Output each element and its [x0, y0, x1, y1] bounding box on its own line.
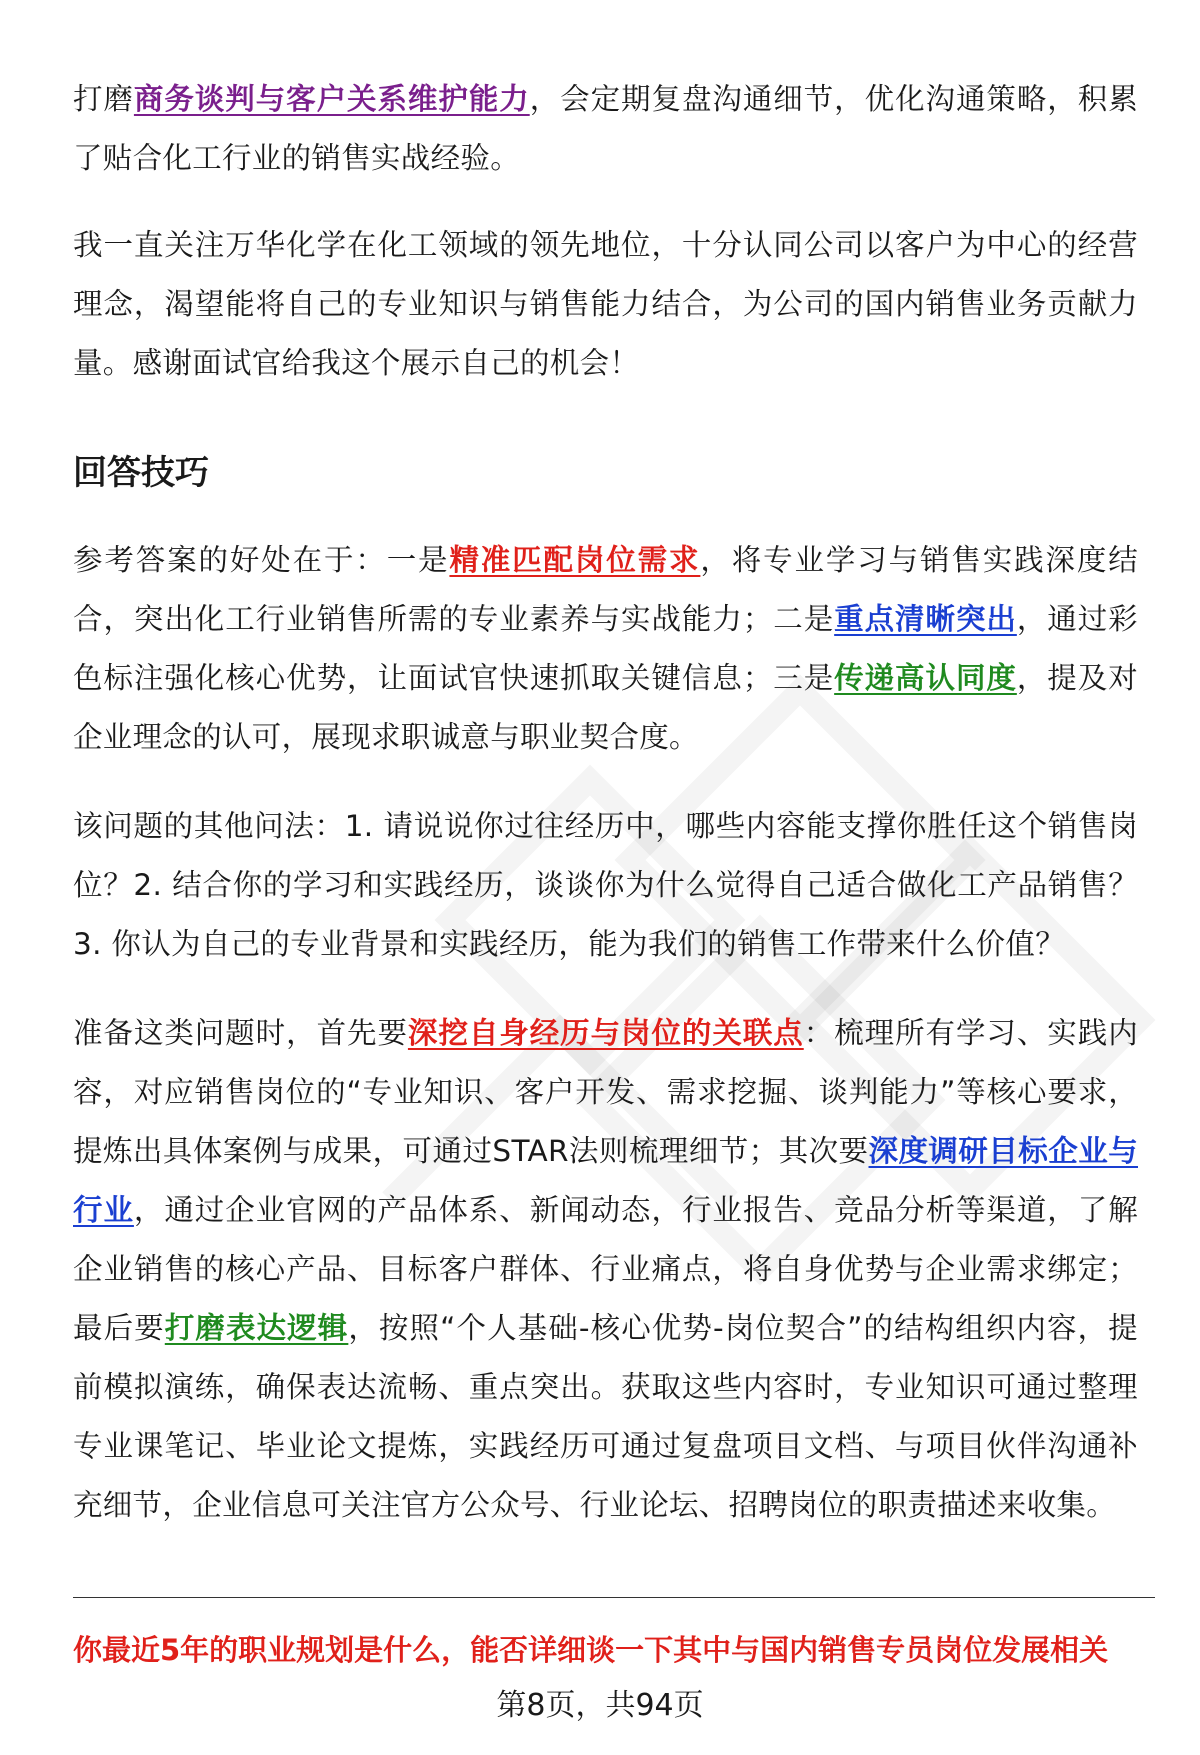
prep-text-3: ，通过企业官网的产品体系、新闻动态，行业报告、竞品分析等渠道，了解企业销售的核心产品、目标客户群体、行业痛点，将自身优势与企业需求绑定；最后要: [73, 1193, 1138, 1345]
tips-highlight-1: 精准匹配岗位需求: [449, 543, 701, 577]
section-heading: 回答技巧: [73, 453, 209, 493]
intro-1-highlight: 商务谈判与客户关系维护能力: [133, 82, 530, 116]
tips-text-3: ，通过彩色标注强化核心优势，让面试官快速抓取关键信息；三是: [73, 602, 1138, 695]
tips-highlight-3: 传递高认同度: [834, 661, 1017, 695]
intro-1-text-start: 打磨: [73, 82, 134, 116]
prep-highlight-3: 打磨表达逻辑: [164, 1311, 349, 1345]
intro-1-text-end: ，会定期复盘沟通细节，优化沟通策略，积累了贴合化工行业的销售实战经验。: [73, 82, 1138, 175]
document-body: [73, 70, 1138, 1535]
page-number: 第8页，共94页: [496, 1688, 704, 1723]
prep-paragraph: [73, 1004, 1138, 1535]
tips-highlight-2: 重点清晰突出: [834, 602, 1017, 636]
intro-paragraph-2: 我一直关注万华化学在化工领域的领先地位，十分认同公司以客户为中心的经营理念，渴望能将自己的专业知识与销售能力结合，为公司的国内销售业务贡献力量。感谢面试官给我这个展示自己的机会！: [73, 228, 1138, 380]
tips-paragraph: [73, 531, 1138, 767]
intro-paragraph-1: [73, 70, 1138, 188]
prep-text-1: 准备这类问题时，首先要: [73, 1016, 408, 1050]
next-question-title: 你最近5年的职业规划是什么，能否详细谈一下其中与国内销售专员岗位发展相关: [73, 1633, 1109, 1667]
prep-text-2: ：梳理所有学习、实践内容，对应销售岗位的“专业知识、客户开发、需求挖掘、谈判能力”等核心要求，提炼出具体案例与成果，可通过STAR法则梳理细节；其次要: [73, 1016, 1138, 1168]
prep-highlight-1: 深挖自身经历与岗位的关联点: [407, 1016, 804, 1050]
prep-text-4: ，按照“个人基础-核心优势-岗位契合”的结构组织内容，提前模拟演练，确保表达流畅、重点突出。获取这些内容时，专业知识可通过整理专业课笔记、毕业论文提炼，实践经历可通过复盘项目文档、与项目伙伴沟通补充细节，企业信息可关注官方公众号、行业论坛、招聘岗位的职责描述来收集。: [73, 1311, 1138, 1522]
tips-text-4: ，提及对企业理念的认可，展现求职诚意与职业契合度。: [73, 661, 1138, 754]
section-divider: [73, 1597, 1155, 1598]
prep-highlight-2: 深度调研目标企业与行业: [73, 1134, 1138, 1227]
other-asks-paragraph: 该问题的其他问法：1. 请说说你过往经历中，哪些内容能支撑你胜任这个销售岗位？2. 结合你的学习和实践经历，谈谈你为什么觉得自己适合做化工产品销售？3. 你认为自己的专业背景和实践经历，能为我们的销售工作带来什么价值？: [73, 809, 1138, 961]
tips-text-2: ，将专业学习与销售实践深度结合，突出化工行业销售所需的专业素养与实战能力；二是: [73, 543, 1138, 636]
tips-text-1: 参考答案的好处在于：一是: [73, 543, 450, 577]
